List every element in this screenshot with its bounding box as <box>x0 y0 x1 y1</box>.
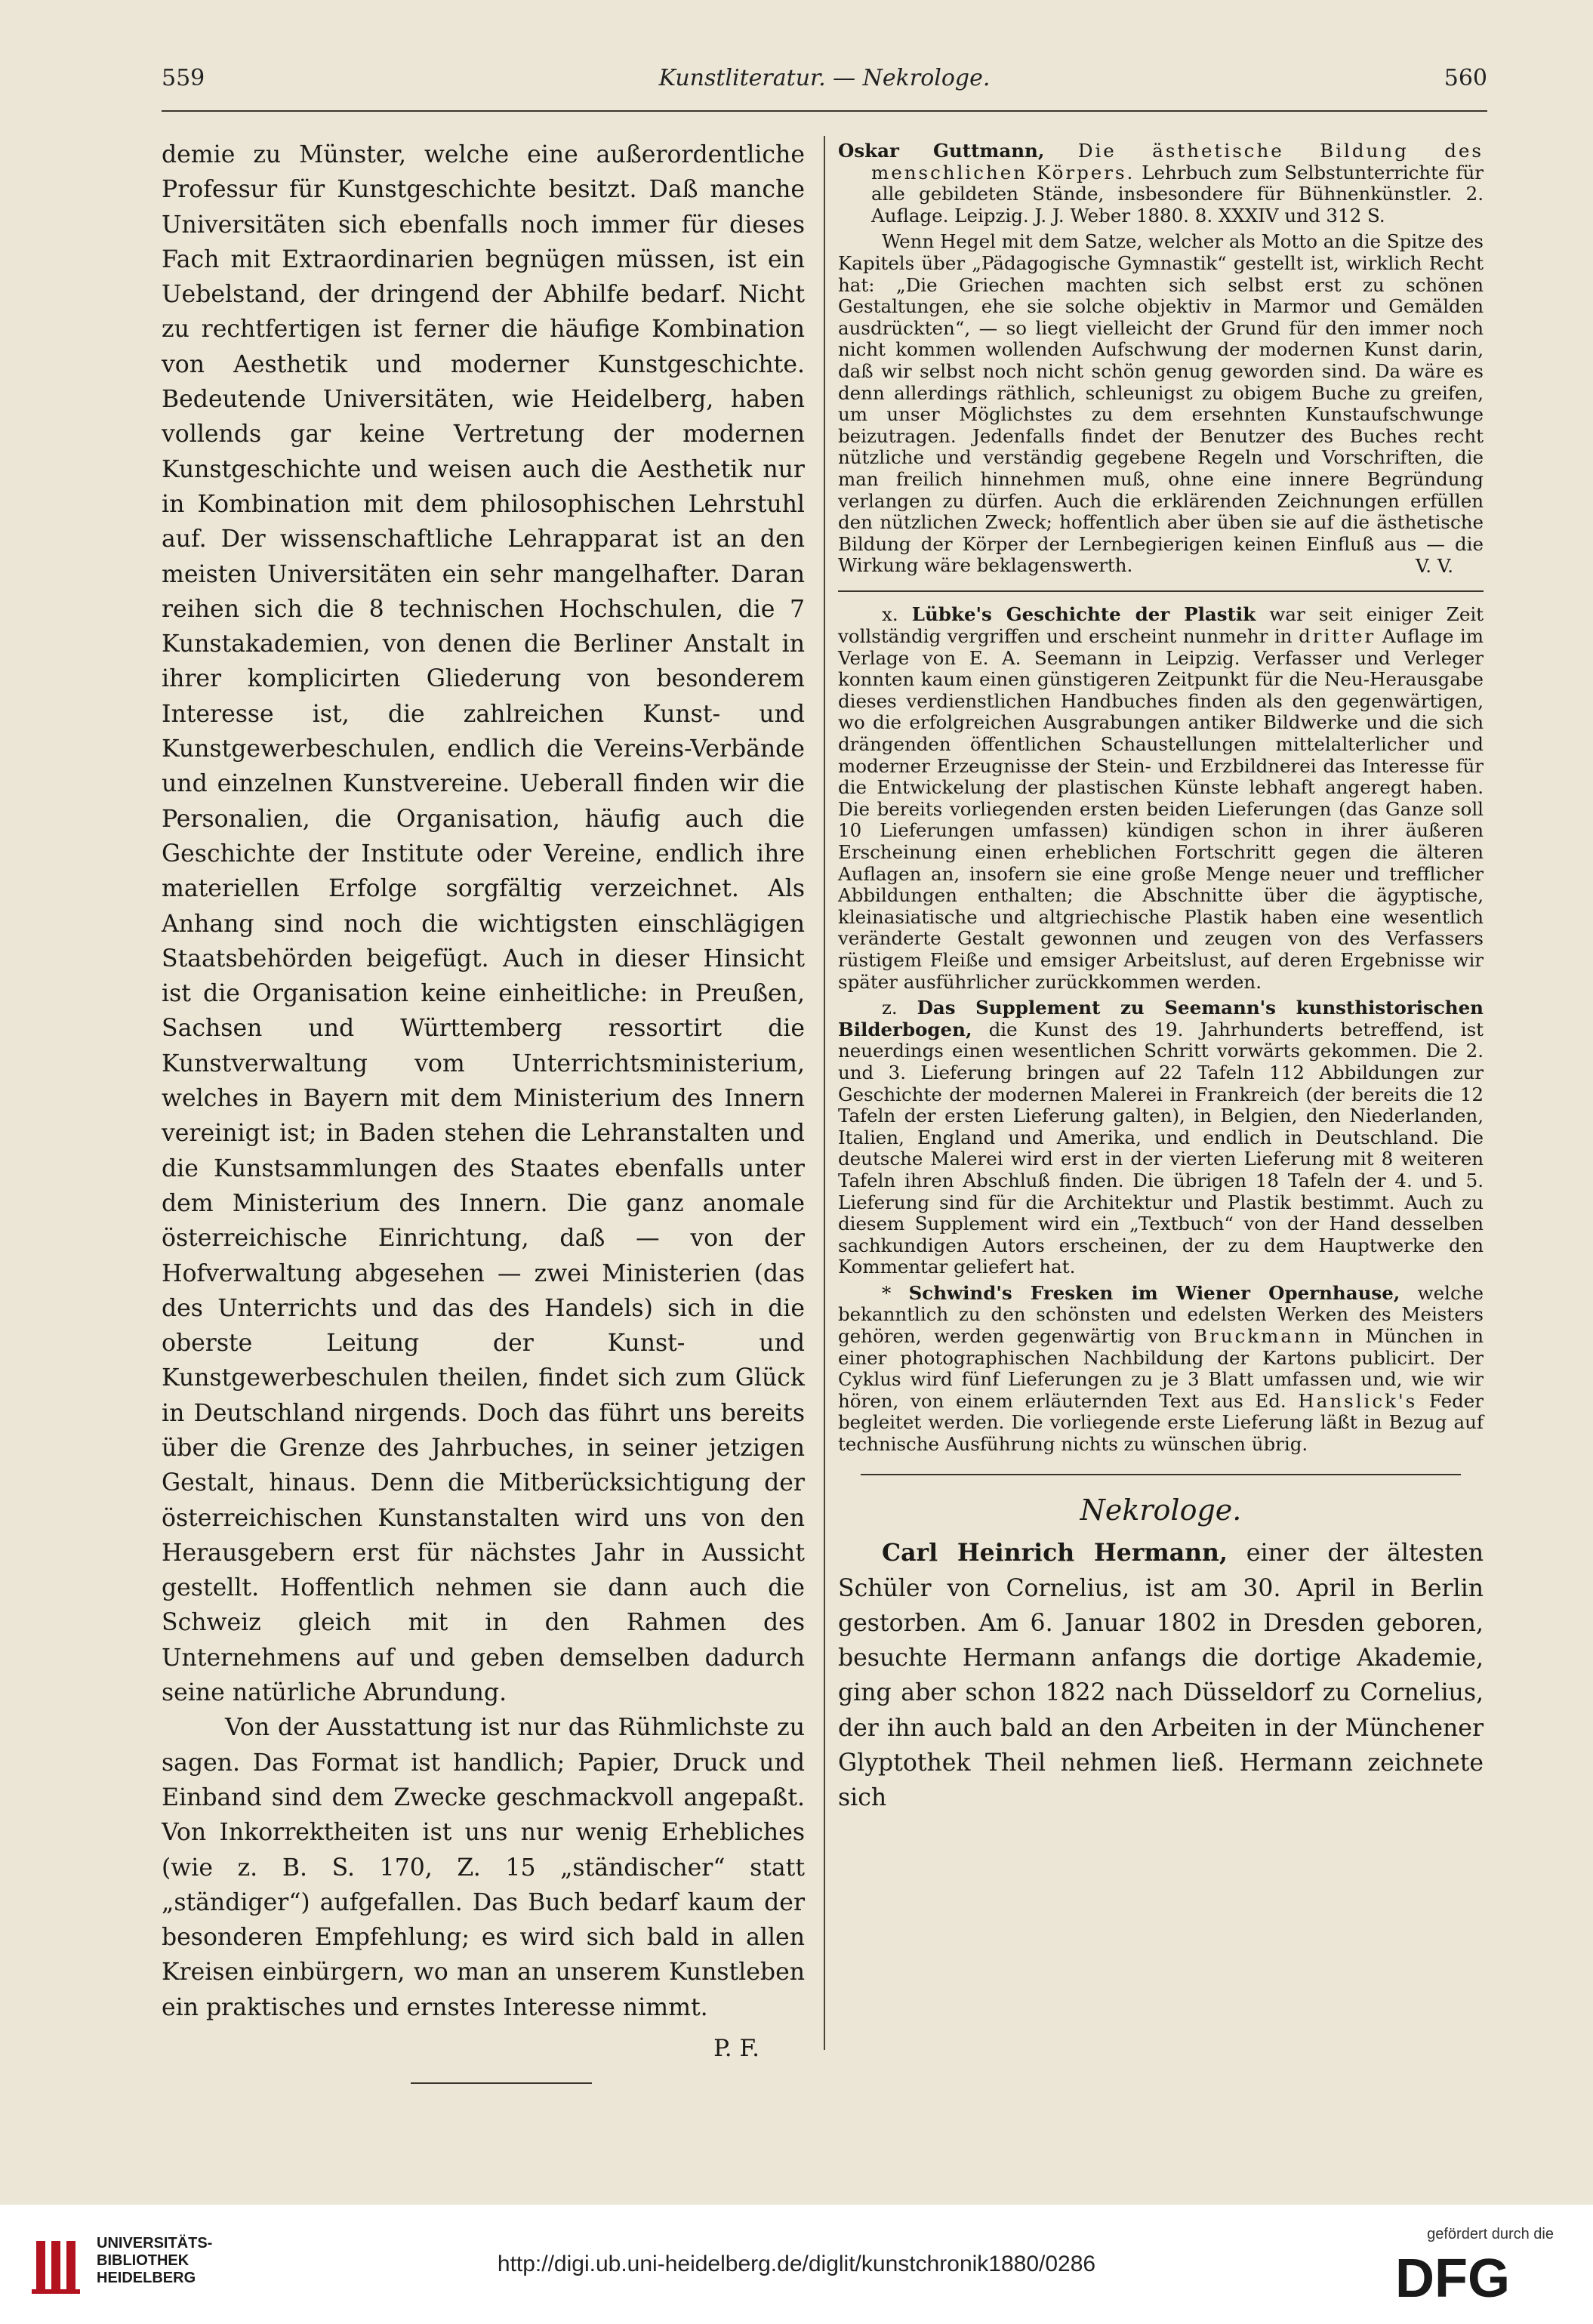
dfg-logo-icon <box>1395 2250 1554 2303</box>
notice-prefix: z. <box>882 997 898 1019</box>
section-rule <box>861 1474 1461 1475</box>
review-initials: V. V. <box>1415 554 1453 577</box>
section-heading-nekrologe: Nekrologe. <box>1080 1493 1242 1527</box>
institution-line: HEIDELBERG <box>97 2270 196 2286</box>
page-number-right: 560 <box>1444 65 1487 91</box>
running-header <box>162 65 1487 103</box>
notice-text: welche bekanntlich zu den schönsten und edelsten Werken des Meisters gehören, werden gegenwärtig von <box>838 1281 1484 1348</box>
left-column <box>162 137 805 2084</box>
running-title: Kunstliteratur. — Nekrologe. <box>658 65 991 91</box>
review-heading <box>838 140 1484 227</box>
notice-emphasis: dritter <box>1299 625 1376 648</box>
notice-title: Das Supplement zu Seemann's kunsthistorischen Bilderbogen, <box>838 997 1484 1040</box>
digitization-footer <box>0 2205 1593 2324</box>
review-author: Oskar Guttmann, <box>838 140 1045 162</box>
notice-text: Auflage im Verlage von E. A. Seemann in Leipzig. Verfasser und Verleger konnten kaum einen günstigeren Zeitpunkt für die Neu-Herausgabe dieses verdienstlichen Handbuches finden als den gegenwärtigen, wo die erfolgreichen Ausgrabungen antiker Bildwerke und die sich drängenden öffentlichen Schaustellungen mittelalterlicher und moderner Erzeugnisse der Stein- und Erzbildnerei das Interesse für die Entwickelung der plastischen Künste lebhaft angeregt haben. Die bereits vorliegenden ersten beiden Lieferungen (das Ganze soll 10 Lieferungen umfassen) kündigen schon in ihrer äußeren Erscheinung einen erheblichen Fortschritt gegen die älteren Auflagen an, insofern sie eine große Menge neuer und trefflicher Abbildungen enthalten; die Abschnitte über die ägyptische, kleinasiatische und altgriechische Plastik haben eine wesentlich veränderte Gestalt gewonnen und zeugen von des Verfassers rüstigem Fleiße und emsiger Arbeitslust, auf deren Ergebnisse wir später ausführlicher zurückkommen werden. <box>838 625 1484 993</box>
header-rule <box>162 110 1487 112</box>
notice-item <box>838 604 1484 993</box>
notice-item <box>838 997 1484 1278</box>
review-book-details: Lehrbuch zum Selbstunterrichte für alle gebildeten Stände, insbesondere für Bühnenkünstler. 2. Auflage. Leipzig. J. J. Weber 1880. 8. XXXIV und 312 S. <box>871 161 1484 227</box>
left-paragraph: demie zu Münster, welche eine außerordentliche Professur für Kunstgeschichte besitzt. Daß manche Universitäten sich ebenfalls noch immer für dieses Fach mit Extraordinarien begnügen müssen, ist ein Uebelstand, der dringend der Abhilfe bedarf. Nicht zu rechtfertigen ist ferner die häufige Kombination von Aesthetik und moderner Kunstgeschichte. Bedeutende Universitäten, wie Heidelberg, haben vollends gar keine Vertretung der modernen Kunstgeschichte und weisen auch die Aesthetik nur in Kombination mit dem philosophischen Lehrstuhl auf. Der wissenschaftliche Lehrapparat ist an den meisten Universitäten ein sehr mangelhafter. Daran reihen sich die 8 technischen Hochschulen, die 7 Kunstakademien, von denen die Berliner Anstalt in ihrer komplicirten Gliederung von besonderem Interesse ist, die zahlreichen Kunst- und Kunstgewerbeschulen, endlich die Vereins-Verbände und einzelnen Kunstvereine. Ueberall finden wir die Personalien, die Organisation, häufig auch die Geschichte der Institute oder Vereine, endlich ihre materiellen Erfolge sorgfältig verzeichnet. Als Anhang sind noch die wichtigsten einschlägigen Staatsbehörden beigefügt. Auch in dieser Hinsicht ist die Organisation keine einheitliche: in Preußen, Sachsen und Württemberg ressortirt die Kunstverwaltung vom Unterrichtsministerium, welches in Bayern mit dem Ministerium des Innern vereinigt ist; in Baden stehen die Lehranstalten und die Kunstsammlungen des Staates ebenfalls unter dem Ministerium des Innern. Die ganz anomale österreichische Einrichtung, daß — von der Hofverwaltung abgesehen — zwei Ministerien (das des Unterrichts und das des Handels) sich in die oberste Leitung der Kunst- und Kunstgewerbeschulen theilen, findet sich zum Glück in Deutschland nirgends. Doch das führt uns bereits über die Grenze des Jahrbuches, in seiner jetzigen Gestalt, hinaus. Denn die Mitberücksichtigung der österreichischen Kunstanstalten wird uns von den Herausgebern erst für nächstes Jahr in Aussicht gestellt. Hoffentlich nehmen sie dann auch die Schweiz gleich mit in den Rahmen des Unternehmens auf und geben demselben dadurch seine natürliche Abrundung. <box>162 141 805 1707</box>
funding-label: gefördert durch die <box>1427 2226 1554 2242</box>
notice-title: Schwind's Fresken im Wiener Opernhause, <box>908 1281 1400 1304</box>
notice-text: Feder begleitet werden. Die vorliegende erste Lieferung läßt in Bezug auf technische Ausführung nichts zu wünschen übrig. <box>838 1389 1484 1456</box>
notice-emphasis: Bruckmann <box>1194 1325 1323 1348</box>
notice-prefix: * <box>882 1281 892 1304</box>
review-signature: P. F. <box>713 2035 760 2063</box>
dfg-logo-text: DFG <box>1395 2250 1510 2303</box>
obituary-text <box>838 1536 1484 1815</box>
institution-line: BIBLIOTHEK <box>97 2252 189 2269</box>
page-number-left: 559 <box>162 65 205 91</box>
notice-text: war seit einiger Zeit vollständig vergriffen und erscheint nunmehr in <box>838 603 1484 648</box>
section-rule <box>838 590 1484 592</box>
source-url[interactable]: http://digi.ub.uni-heidelberg.de/diglit/kunstchronik1880/0286 <box>497 2252 1096 2276</box>
review-text: Wenn Hegel mit dem Satze, welcher als Motto an die Spitze des Kapitels über „Pädagogische Gymnastik“ gestellt ist, wirklich Recht hat: „Die Griechen machten sich selbst erst zu schönen Gestaltungen, ehe sie solche objektiv in Marmor und Gemälden ausdrückten“, — so liegt vielleicht der Grund für den immer noch nicht kommen wollenden Aufschwung der modernen Kunst darin, daß wir selbst noch nicht schön genug geworden sind. Da wäre es denn allerdings räthlich, schleunigst zu obigem Buche zu greifen, um unser Möglichstes zu dem ersehnten Kunstaufschwunge beizutragen. Jedenfalls findet der Benutzer des Buches recht nützliche und verständig gegebene Regeln und Vorschriften, die man freilich hinnehmen muß, ohne eine innere Begründung verlangen zu dürfen. Auch die erklärenden Zeichnungen erfüllen den nützlichen Zweck; hoffentlich aber üben sie auf die ästhetische Bildung der Körper der Lernbegierigen keinen Einfluß aus — die Wirkung wäre beklagenswerth. <box>838 230 1484 577</box>
column-divider <box>824 136 825 2050</box>
notice-emphasis: Hanslick's <box>1298 1389 1418 1412</box>
obituary-body: einer der ältesten Schüler von Cornelius, ist am 30. April in Berlin gestorben. Am 6. Januar 1802 in Dresden geboren, besuchte Hermann anfangs die dortige Akademie, ging aber schon 1822 nach Düsseldorf zu Cornelius, der ihn auch bald an den Arbeiten in der Münchener Glyptothek Theil nehmen ließ. Hermann zeichnete sich <box>838 1540 1484 1812</box>
notice-text: in München in einer photographischen Nachbildung der Kartons publicirt. Der Cyklus wird fünf Lieferungen zu je 3 Blatt umfassen und, wie wir hören, von einem erläuternden Text aus Ed. <box>838 1325 1484 1412</box>
notice-text: die Kunst des 19. Jahrhunderts betreffend, ist neuerdings einen wesentlichen Schritt vorwärts gekommen. Die 2. und 3. Lieferung bringen auf 22 Tafeln 112 Abbildungen zur Geschichte der modernen Malerei in Frankreich (der bereits die 12 Tafeln der ersten Lieferung galten), in Belgien, den Niederlanden, Italien, England und Amerika, und endlich in Deutschland. Die deutsche Malerei wird erst in der vierten Lieferung mit 8 weiteren Tafeln ihren Abschluß finden. Die übrigen 18 Tafeln der 4. und 5. Lieferung sind für die Architektur und Plastik bestimmt. Auch zu diesem Supplement wird ein „Textbuch“ von der Hand desselben sachkundigen Autors erscheinen, der zu dem Hauptwerke den Kommentar geliefert hat. <box>838 1018 1484 1278</box>
left-paragraph: Von der Ausstattung ist nur das Rühmlichste zu sagen. Das Format ist handlich; Papier, Druck und Einband sind dem Zwecke geschmackvoll angepaßt. Von Inkorrektheiten ist uns nur wenig Erhebliches (wie z. B. S. 170, Z. 15 „ständischer“ statt „ständiger“) aufgefallen. Das Buch bedarf kaum der besonderen Empfehlung; es wird sich bald in allen Kreisen einbürgern, wo man an unserem Kunstleben ein praktisches und ernstes Interesse nimmt. <box>162 1714 805 2021</box>
obituary-name: Carl Heinrich Hermann, <box>882 1539 1228 1567</box>
institution-line: UNIVERSITÄTS- <box>97 2235 213 2252</box>
notice-item <box>838 1283 1484 1456</box>
article-end-rule <box>411 2082 592 2084</box>
notice-prefix: x. <box>882 603 898 626</box>
right-column <box>838 140 1484 1816</box>
notice-title: Lübke's Geschichte der Plastik <box>911 603 1256 626</box>
review-book-title: Die ästhetische Bildung des menschlichen Körpers. <box>871 140 1484 183</box>
